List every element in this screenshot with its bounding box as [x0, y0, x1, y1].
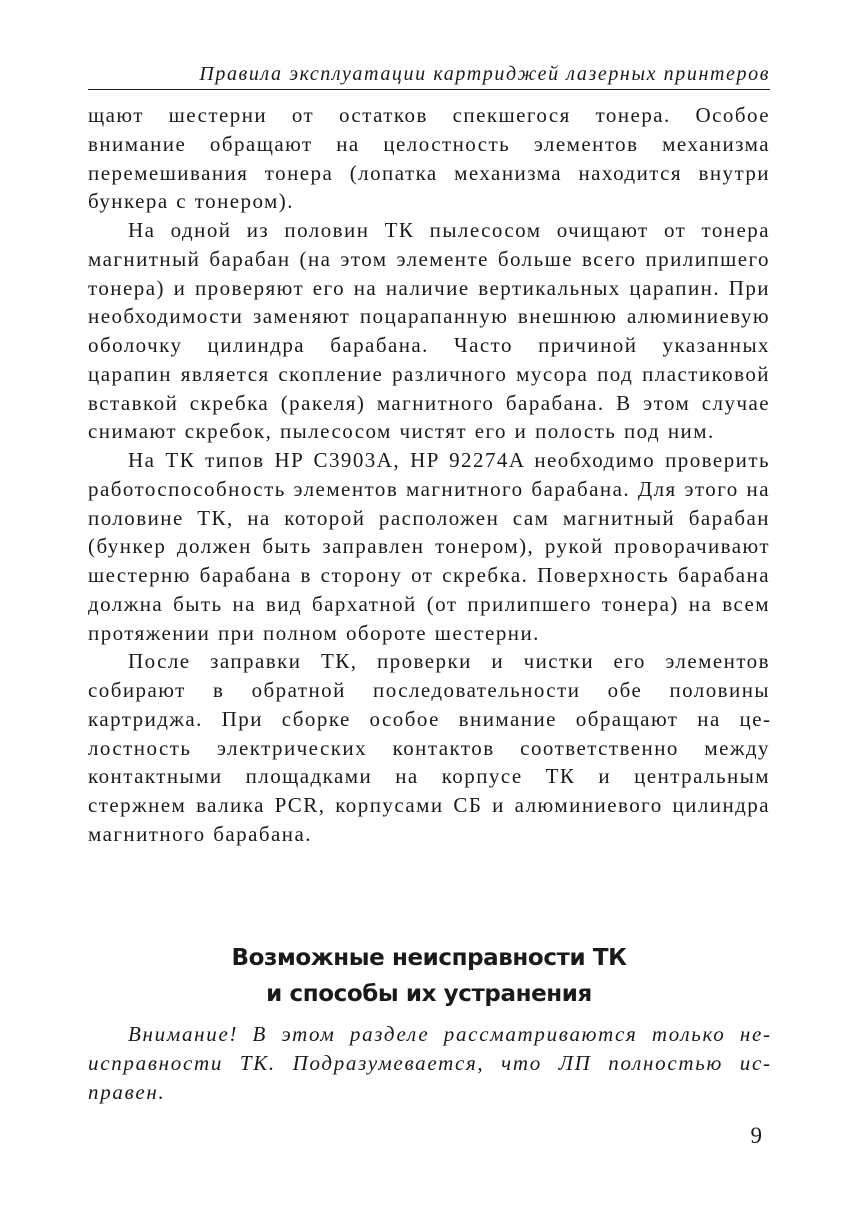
- paragraph-reassembly: После заправки ТК, проверки и чистки его элементов собирают в обратной последовательности обе половины картриджа. При сборке особое внимание обращают на целостность электрических контактов соответственно между контактными площадками на корпусе ТК и центральным стержнем валика PCR, корпусами СБ и алюминиевого цилиндра магнитного барабана.: [88, 649, 770, 846]
- header-rule: [88, 89, 770, 90]
- running-header: Правила эксплуатации картриджей лазерных принтеров: [199, 63, 770, 85]
- paragraph-continuation: щают шестерни от остатков спекшегося тонера. Особое внимание обращают на целостность элементов механизма перемешивания тонера (лопатка механизма находится внутри бункера с тонером).: [88, 103, 770, 214]
- paragraph-drum-check: На ТК типов HP C3903A, HP 92274A необходимо проверить работоспособность элементов магнитного барабана. Для этого на половине ТК, на которой расположен сам магнитный барабан (бункер должен быть заправлен тонером), рукой проворачивают шестерню барабана в сторону от скребка. Поверхность барабана должна быть на вид бархатной (от прилипшего тонера) на всем протяжении при полном обороте шестерни.: [88, 448, 770, 645]
- paragraph-magnetic-drum-cleaning: На одной из половин ТК пылесосом очищают от тонера магнитный барабан (на этом элементе больше всего прилипшего тонера) и проверяют его на наличие вертикальных царапин. При необходимости заменяют поцарапанную внешнюю алюминиевую оболочку цилиндра барабана. Часто причиной указанных царапин является скопление различного мусора под пластиковой вставкой скребка (ракеля) магнитного барабана. В этом случае снимают скребок, пылесосом чистят его и полость под ним.: [88, 218, 770, 444]
- attention-note: Внимание! В этом разделе рассматриваются только неисправности ТК. Подразумевается, что ЛП полностью исправен.: [88, 1022, 770, 1104]
- section-heading: [88, 940, 770, 1012]
- page-number: 9: [750, 1123, 762, 1148]
- body-text: [88, 101, 770, 849]
- book-page: [88, 0, 770, 1211]
- section-heading-line-1: Возможные неисправности ТК: [231, 945, 627, 971]
- section-heading-line-2: и способы их устранения: [266, 981, 592, 1007]
